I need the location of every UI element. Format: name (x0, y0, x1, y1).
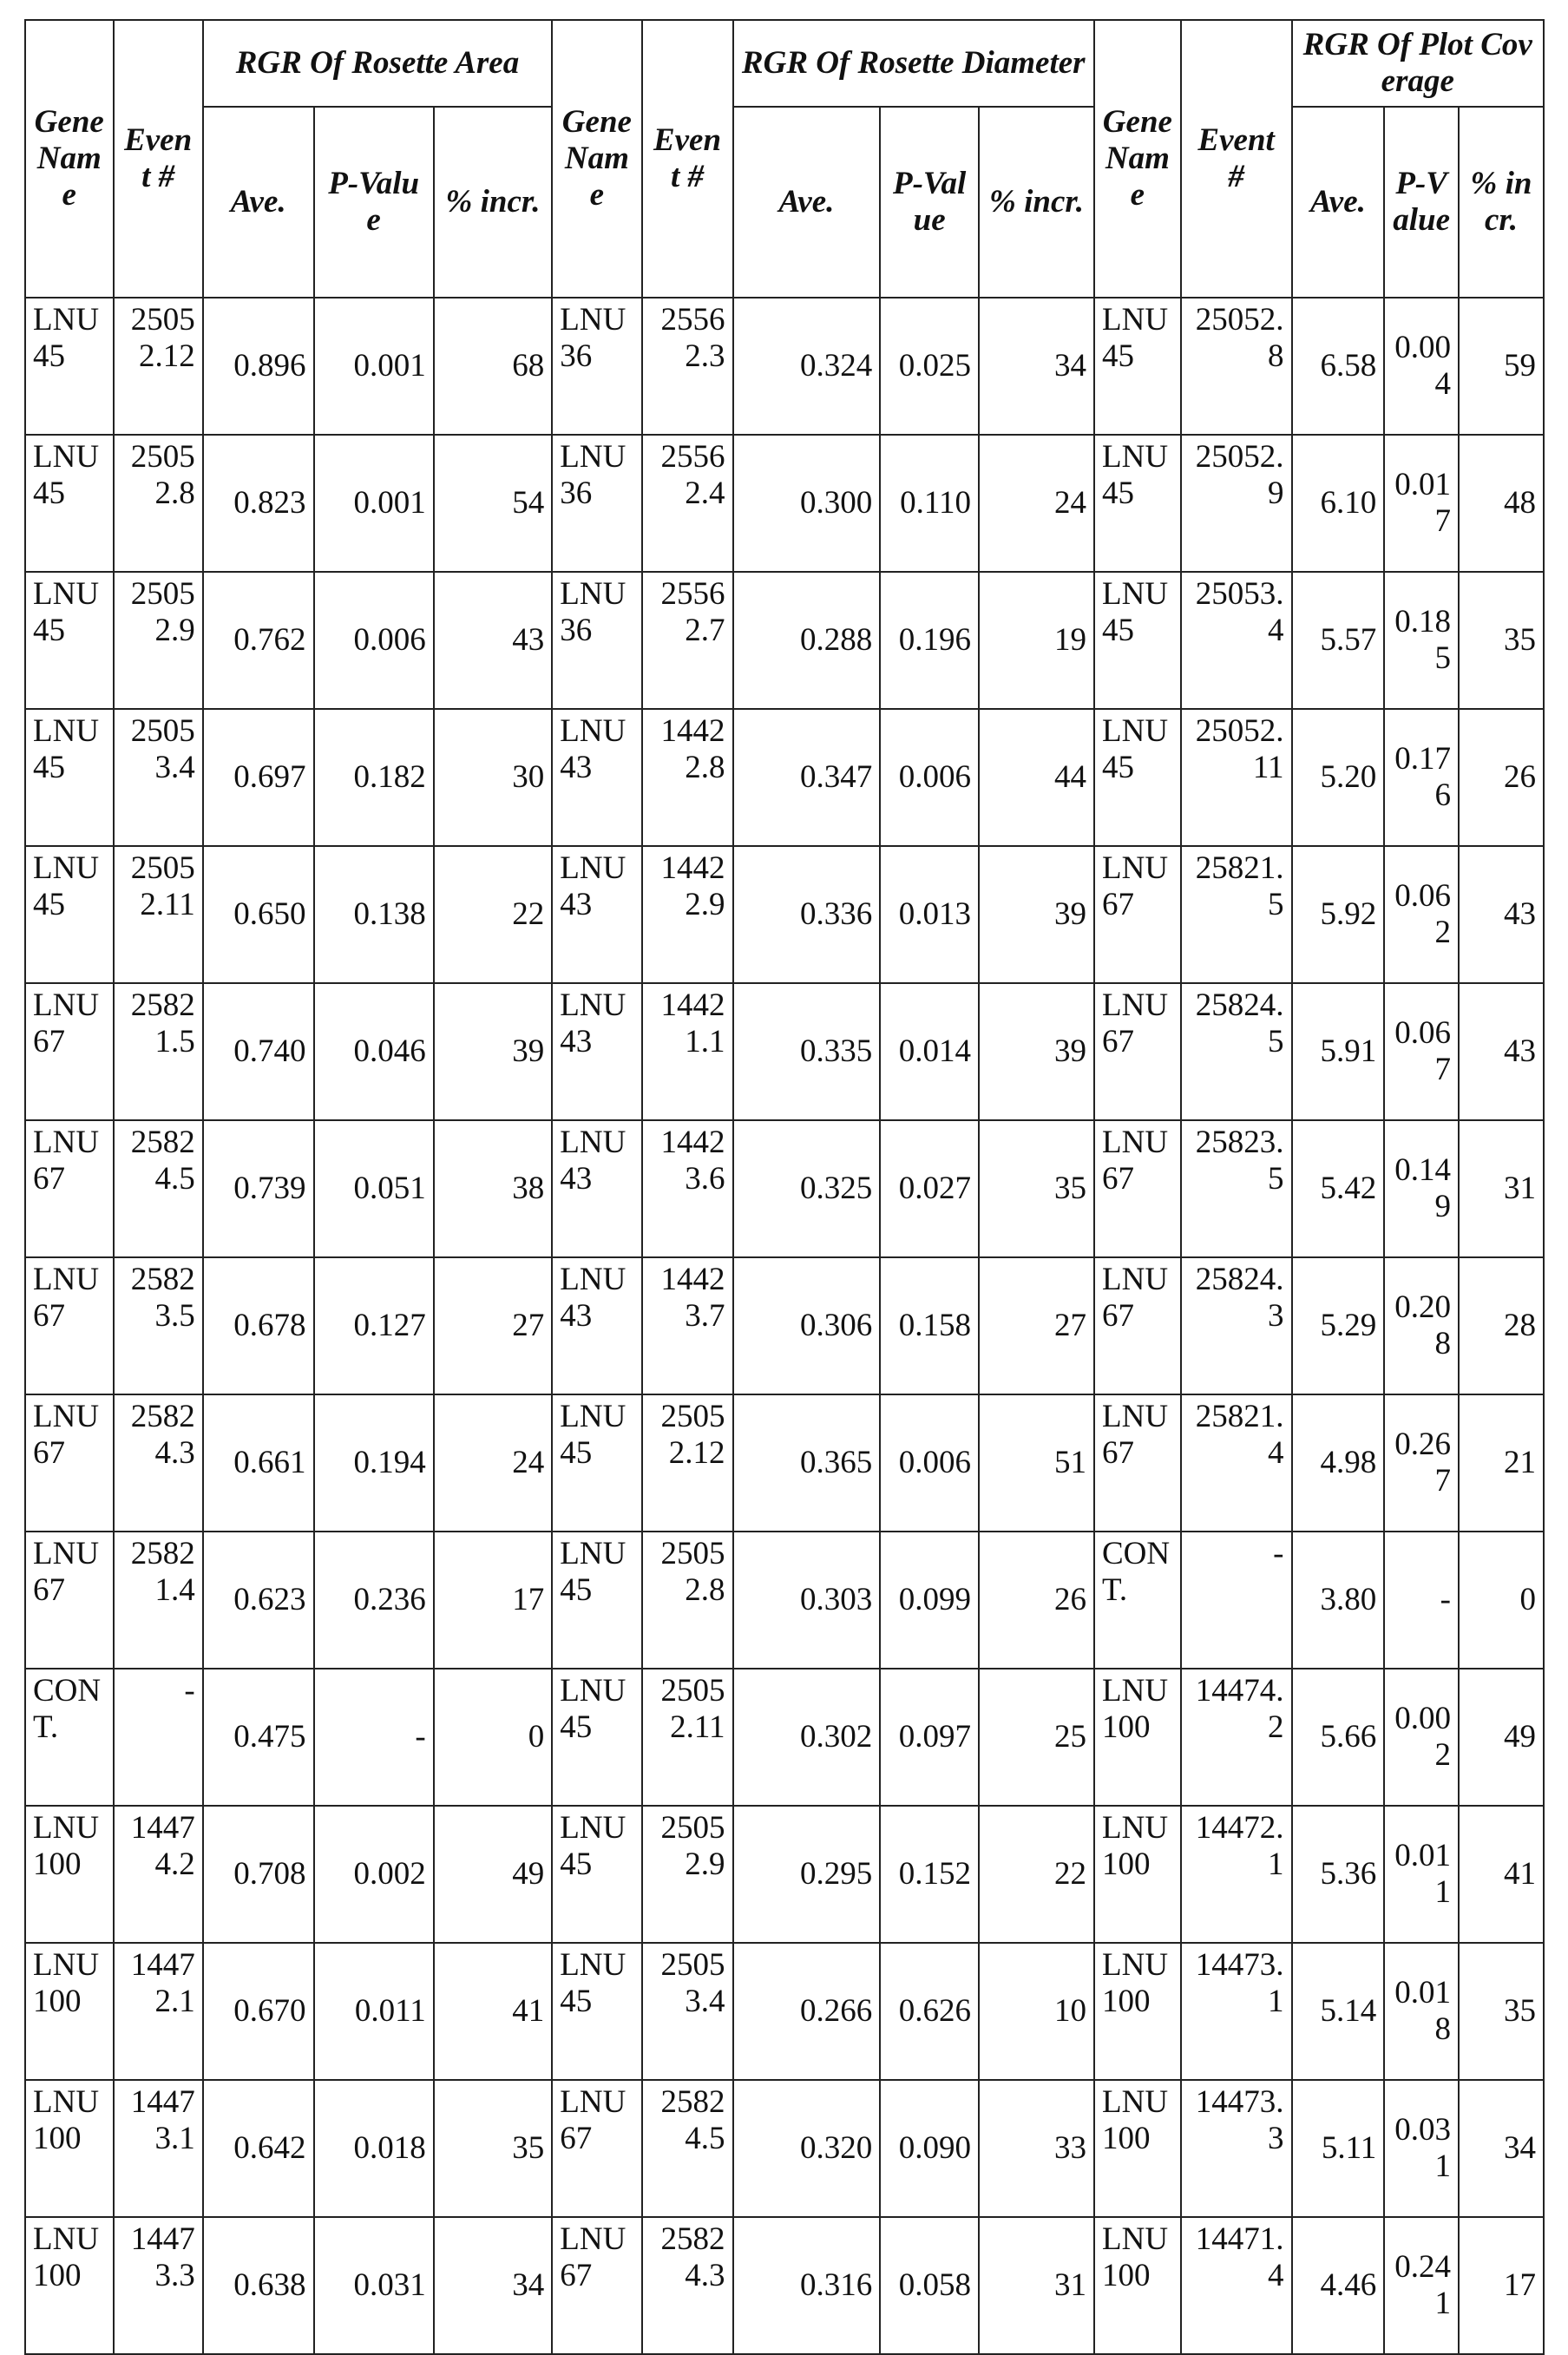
percent-increase-cell: 59 (1459, 298, 1544, 435)
percent-increase-cell: 17 (1459, 2217, 1544, 2354)
p-value-cell: 0.208 (1384, 1257, 1459, 1394)
header-row (25, 20, 1544, 107)
percent-increase-cell: 48 (1459, 435, 1544, 572)
gene-name-cell: LNU100 (1094, 1943, 1181, 2080)
p-value-cell: 0.006 (314, 572, 434, 709)
gene-name-cell: LNU43 (552, 1257, 641, 1394)
event-cell: 25562.3 (642, 298, 733, 435)
event-cell: 25052.8 (114, 435, 203, 572)
p-value-cell: 0.027 (880, 1120, 979, 1257)
ave-cell: 0.678 (203, 1257, 314, 1394)
event-cell: 25053.4 (114, 709, 203, 846)
percent-increase-cell: 49 (434, 1806, 553, 1943)
gene-name-cell: LNU45 (552, 1394, 641, 1532)
ave-cell: 6.58 (1292, 298, 1385, 435)
gene-name-cell: LNU67 (25, 1394, 114, 1532)
percent-increase-cell: 24 (979, 435, 1094, 572)
gene-name-cell: LNU45 (25, 435, 114, 572)
percent-increase-cell: 34 (1459, 2080, 1544, 2217)
event-cell: 14422.9 (642, 846, 733, 983)
gene-name-cell: LNU45 (552, 1669, 641, 1806)
event-cell: 25562.7 (642, 572, 733, 709)
ave-cell: 0.320 (733, 2080, 881, 2217)
data-table (24, 19, 1545, 2355)
gene-name-cell: LNU100 (1094, 1806, 1181, 1943)
ave-cell: 5.66 (1292, 1669, 1385, 1806)
event-cell: 14473.3 (114, 2217, 203, 2354)
percent-increase-cell: 25 (979, 1669, 1094, 1806)
ave-cell: 6.10 (1292, 435, 1385, 572)
event-cell: 25824.5 (1181, 983, 1292, 1120)
event-cell: 14472.1 (114, 1943, 203, 2080)
event-cell: - (114, 1669, 203, 1806)
ave-cell: 0.335 (733, 983, 881, 1120)
table-row (25, 435, 1544, 572)
event-cell: 14421.1 (642, 983, 733, 1120)
event-cell: 25052.11 (114, 846, 203, 983)
p-value-cell: 0.002 (314, 1806, 434, 1943)
event-cell: 25823.5 (1181, 1120, 1292, 1257)
group-header: RGR Of Plot Coverage (1292, 20, 1545, 107)
table-row (25, 1120, 1544, 1257)
ave-cell: 0.661 (203, 1394, 314, 1532)
percent-increase-cell: 43 (1459, 983, 1544, 1120)
p-value-cell: 0.002 (1384, 1669, 1459, 1806)
gene-name-cell: LNU45 (25, 709, 114, 846)
p-value-cell: 0.194 (314, 1394, 434, 1532)
ave-cell: 0.266 (733, 1943, 881, 2080)
p-value-cell: 0.110 (880, 435, 979, 572)
ave-cell: 0.295 (733, 1806, 881, 1943)
gene-name-cell: LNU36 (552, 572, 641, 709)
gene-name-cell: LNU45 (25, 846, 114, 983)
p-value-header: P-Value (880, 107, 979, 298)
table-row (25, 1669, 1544, 1806)
p-value-header: P-Value (314, 107, 434, 298)
event-header: Event # (1181, 20, 1292, 298)
ave-cell: 5.14 (1292, 1943, 1385, 2080)
group-header: RGR Of Rosette Diameter (733, 20, 1095, 107)
percent-increase-cell: 31 (979, 2217, 1094, 2354)
event-cell: 25052.8 (642, 1532, 733, 1669)
ave-cell: 0.324 (733, 298, 881, 435)
p-value-cell: - (1384, 1532, 1459, 1669)
ave-cell: 0.708 (203, 1806, 314, 1943)
p-value-cell: 0.046 (314, 983, 434, 1120)
event-cell: 25052.12 (114, 298, 203, 435)
percent-increase-cell: 22 (979, 1806, 1094, 1943)
p-value-cell: 0.058 (880, 2217, 979, 2354)
gene-name-cell: LNU67 (552, 2080, 641, 2217)
percent-increase-cell: 51 (979, 1394, 1094, 1532)
table-row (25, 1806, 1544, 1943)
event-cell: 14473.1 (114, 2080, 203, 2217)
gene-name-cell: LNU67 (552, 2217, 641, 2354)
percent-increase-cell: 39 (979, 846, 1094, 983)
percent-increase-cell: 30 (434, 709, 553, 846)
event-cell: 25821.5 (114, 983, 203, 1120)
ave-cell: 5.42 (1292, 1120, 1385, 1257)
gene-name-cell: LNU45 (25, 298, 114, 435)
percent-increase-cell: 43 (434, 572, 553, 709)
p-value-cell: 0.006 (880, 1394, 979, 1532)
p-value-cell: 0.626 (880, 1943, 979, 2080)
percent-increase-header: % incr. (1459, 107, 1544, 298)
gene-name-cell: LNU67 (1094, 1394, 1181, 1532)
p-value-header: P-Value (1384, 107, 1459, 298)
gene-name-cell: LNU67 (25, 983, 114, 1120)
subheader-row (25, 107, 1544, 298)
event-cell: 25824.5 (642, 2080, 733, 2217)
gene-name-cell: LNU100 (25, 2080, 114, 2217)
p-value-cell: 0.241 (1384, 2217, 1459, 2354)
percent-increase-cell: 44 (979, 709, 1094, 846)
percent-increase-cell: 54 (434, 435, 553, 572)
p-value-cell: 0.011 (1384, 1806, 1459, 1943)
event-cell: 25821.5 (1181, 846, 1292, 983)
gene-name-cell: LNU67 (1094, 1120, 1181, 1257)
p-value-cell: 0.090 (880, 2080, 979, 2217)
ave-cell: 5.11 (1292, 2080, 1385, 2217)
event-cell: 25053.4 (642, 1943, 733, 2080)
gene-name-cell: LNU67 (1094, 846, 1181, 983)
p-value-cell: 0.099 (880, 1532, 979, 1669)
percent-increase-cell: 35 (979, 1120, 1094, 1257)
p-value-cell: 0.014 (880, 983, 979, 1120)
table-row (25, 709, 1544, 846)
table-row (25, 2217, 1544, 2354)
table-row (25, 1394, 1544, 1532)
ave-cell: 0.642 (203, 2080, 314, 2217)
table-row (25, 298, 1544, 435)
event-cell: 14474.2 (1181, 1669, 1292, 1806)
p-value-cell: 0.185 (1384, 572, 1459, 709)
ave-cell: 0.288 (733, 572, 881, 709)
percent-increase-cell: 49 (1459, 1669, 1544, 1806)
ave-cell: 3.80 (1292, 1532, 1385, 1669)
gene-name-cell: LNU43 (552, 983, 641, 1120)
event-cell: 14473.1 (1181, 1943, 1292, 2080)
ave-cell: 0.316 (733, 2217, 881, 2354)
percent-increase-cell: 28 (1459, 1257, 1544, 1394)
event-cell: - (1181, 1532, 1292, 1669)
percent-increase-cell: 0 (434, 1669, 553, 1806)
p-value-cell: 0.031 (314, 2217, 434, 2354)
gene-name-cell: LNU43 (552, 709, 641, 846)
group-header: RGR Of Rosette Area (203, 20, 553, 107)
event-cell: 25052.11 (642, 1669, 733, 1806)
percent-increase-cell: 68 (434, 298, 553, 435)
table-row (25, 983, 1544, 1120)
event-cell: 14423.7 (642, 1257, 733, 1394)
gene-name-header: Gene Name (25, 20, 114, 298)
percent-increase-cell: 21 (1459, 1394, 1544, 1532)
p-value-cell: 0.001 (314, 435, 434, 572)
event-header: Event # (642, 20, 733, 298)
table-body (25, 298, 1544, 2354)
ave-cell: 0.306 (733, 1257, 881, 1394)
gene-name-cell: LNU45 (1094, 709, 1181, 846)
p-value-cell: 0.236 (314, 1532, 434, 1669)
ave-cell: 0.475 (203, 1669, 314, 1806)
gene-name-header: Gene Name (1094, 20, 1181, 298)
p-value-cell: 0.127 (314, 1257, 434, 1394)
ave-header: Ave. (1292, 107, 1385, 298)
gene-name-cell: LNU45 (1094, 298, 1181, 435)
ave-cell: 5.91 (1292, 983, 1385, 1120)
ave-cell: 0.638 (203, 2217, 314, 2354)
table-row (25, 846, 1544, 983)
p-value-cell: 0.018 (314, 2080, 434, 2217)
ave-cell: 5.20 (1292, 709, 1385, 846)
percent-increase-cell: 0 (1459, 1532, 1544, 1669)
ave-cell: 5.57 (1292, 572, 1385, 709)
table-row (25, 1943, 1544, 2080)
ave-cell: 4.98 (1292, 1394, 1385, 1532)
gene-name-cell: LNU36 (552, 298, 641, 435)
percent-increase-cell: 41 (434, 1943, 553, 2080)
gene-name-cell: LNU67 (25, 1257, 114, 1394)
ave-cell: 0.303 (733, 1532, 881, 1669)
event-cell: 25052.9 (1181, 435, 1292, 572)
gene-name-cell: CONT. (25, 1669, 114, 1806)
event-cell: 25821.4 (1181, 1394, 1292, 1532)
p-value-cell: 0.051 (314, 1120, 434, 1257)
gene-name-cell: LNU100 (1094, 2217, 1181, 2354)
percent-increase-header: % incr. (979, 107, 1094, 298)
p-value-cell: 0.182 (314, 709, 434, 846)
event-cell: 25823.5 (114, 1257, 203, 1394)
gene-name-cell: CONT. (1094, 1532, 1181, 1669)
p-value-cell: 0.196 (880, 572, 979, 709)
ave-cell: 0.739 (203, 1120, 314, 1257)
gene-name-cell: LNU45 (552, 1806, 641, 1943)
event-cell: 14472.1 (1181, 1806, 1292, 1943)
percent-increase-cell: 31 (1459, 1120, 1544, 1257)
p-value-cell: 0.031 (1384, 2080, 1459, 2217)
event-cell: 14474.2 (114, 1806, 203, 1943)
gene-name-cell: LNU45 (552, 1943, 641, 2080)
ave-cell: 5.29 (1292, 1257, 1385, 1394)
p-value-cell: 0.018 (1384, 1943, 1459, 2080)
p-value-cell: 0.152 (880, 1806, 979, 1943)
ave-cell: 0.347 (733, 709, 881, 846)
event-cell: 25821.4 (114, 1532, 203, 1669)
p-value-cell: 0.067 (1384, 983, 1459, 1120)
gene-name-cell: LNU45 (1094, 572, 1181, 709)
percent-increase-cell: 35 (1459, 1943, 1544, 2080)
event-cell: 25053.4 (1181, 572, 1292, 709)
p-value-cell: 0.006 (880, 709, 979, 846)
p-value-cell: 0.017 (1384, 435, 1459, 572)
p-value-cell: 0.062 (1384, 846, 1459, 983)
gene-name-header: Gene Name (552, 20, 641, 298)
percent-increase-cell: 17 (434, 1532, 553, 1669)
ave-cell: 0.365 (733, 1394, 881, 1532)
gene-name-cell: LNU67 (1094, 983, 1181, 1120)
p-value-cell: 0.138 (314, 846, 434, 983)
table-header (25, 20, 1544, 298)
p-value-cell: - (314, 1669, 434, 1806)
event-cell: 14423.6 (642, 1120, 733, 1257)
ave-cell: 5.36 (1292, 1806, 1385, 1943)
percent-increase-cell: 35 (434, 2080, 553, 2217)
event-cell: 25052.11 (1181, 709, 1292, 846)
ave-cell: 0.896 (203, 298, 314, 435)
ave-cell: 0.650 (203, 846, 314, 983)
percent-increase-cell: 38 (434, 1120, 553, 1257)
table-row (25, 2080, 1544, 2217)
gene-name-cell: LNU100 (25, 2217, 114, 2354)
event-cell: 14473.3 (1181, 2080, 1292, 2217)
event-cell: 14422.8 (642, 709, 733, 846)
percent-increase-cell: 43 (1459, 846, 1544, 983)
ave-cell: 5.92 (1292, 846, 1385, 983)
percent-increase-cell: 33 (979, 2080, 1094, 2217)
p-value-cell: 0.011 (314, 1943, 434, 2080)
gene-name-cell: LNU67 (25, 1532, 114, 1669)
gene-name-cell: LNU100 (1094, 1669, 1181, 1806)
ave-cell: 0.302 (733, 1669, 881, 1806)
percent-increase-cell: 35 (1459, 572, 1544, 709)
event-cell: 25824.5 (114, 1120, 203, 1257)
percent-increase-cell: 24 (434, 1394, 553, 1532)
percent-increase-cell: 27 (434, 1257, 553, 1394)
ave-header: Ave. (203, 107, 314, 298)
p-value-cell: 0.004 (1384, 298, 1459, 435)
table-row (25, 572, 1544, 709)
ave-cell: 0.336 (733, 846, 881, 983)
ave-cell: 0.670 (203, 1943, 314, 2080)
p-value-cell: 0.013 (880, 846, 979, 983)
percent-increase-cell: 26 (1459, 709, 1544, 846)
ave-cell: 0.823 (203, 435, 314, 572)
percent-increase-cell: 34 (979, 298, 1094, 435)
p-value-cell: 0.025 (880, 298, 979, 435)
ave-cell: 0.697 (203, 709, 314, 846)
percent-increase-cell: 19 (979, 572, 1094, 709)
gene-name-cell: LNU45 (1094, 435, 1181, 572)
ave-cell: 0.325 (733, 1120, 881, 1257)
event-cell: 25052.9 (642, 1806, 733, 1943)
event-cell: 25052.12 (642, 1394, 733, 1532)
p-value-cell: 0.149 (1384, 1120, 1459, 1257)
event-cell: 25824.3 (114, 1394, 203, 1532)
table-row (25, 1532, 1544, 1669)
ave-cell: 0.300 (733, 435, 881, 572)
gene-name-cell: LNU36 (552, 435, 641, 572)
percent-increase-cell: 39 (434, 983, 553, 1120)
table-row (25, 1257, 1544, 1394)
ave-header: Ave. (733, 107, 881, 298)
percent-increase-cell: 39 (979, 983, 1094, 1120)
gene-name-cell: LNU45 (25, 572, 114, 709)
percent-increase-cell: 10 (979, 1943, 1094, 2080)
gene-name-cell: LNU43 (552, 846, 641, 983)
p-value-cell: 0.176 (1384, 709, 1459, 846)
ave-cell: 4.46 (1292, 2217, 1385, 2354)
percent-increase-cell: 34 (434, 2217, 553, 2354)
gene-name-cell: LNU43 (552, 1120, 641, 1257)
percent-increase-header: % incr. (434, 107, 553, 298)
event-cell: 25052.8 (1181, 298, 1292, 435)
gene-name-cell: LNU67 (1094, 1257, 1181, 1394)
percent-increase-cell: 26 (979, 1532, 1094, 1669)
event-cell: 25562.4 (642, 435, 733, 572)
p-value-cell: 0.097 (880, 1669, 979, 1806)
ave-cell: 0.740 (203, 983, 314, 1120)
p-value-cell: 0.001 (314, 298, 434, 435)
event-header: Event # (114, 20, 203, 298)
percent-increase-cell: 41 (1459, 1806, 1544, 1943)
p-value-cell: 0.158 (880, 1257, 979, 1394)
ave-cell: 0.623 (203, 1532, 314, 1669)
event-cell: 14471.4 (1181, 2217, 1292, 2354)
event-cell: 25824.3 (642, 2217, 733, 2354)
gene-name-cell: LNU100 (25, 1806, 114, 1943)
gene-name-cell: LNU100 (1094, 2080, 1181, 2217)
ave-cell: 0.762 (203, 572, 314, 709)
percent-increase-cell: 22 (434, 846, 553, 983)
gene-name-cell: LNU100 (25, 1943, 114, 2080)
event-cell: 25824.3 (1181, 1257, 1292, 1394)
gene-name-cell: LNU45 (552, 1532, 641, 1669)
event-cell: 25052.9 (114, 572, 203, 709)
gene-name-cell: LNU67 (25, 1120, 114, 1257)
percent-increase-cell: 27 (979, 1257, 1094, 1394)
p-value-cell: 0.267 (1384, 1394, 1459, 1532)
